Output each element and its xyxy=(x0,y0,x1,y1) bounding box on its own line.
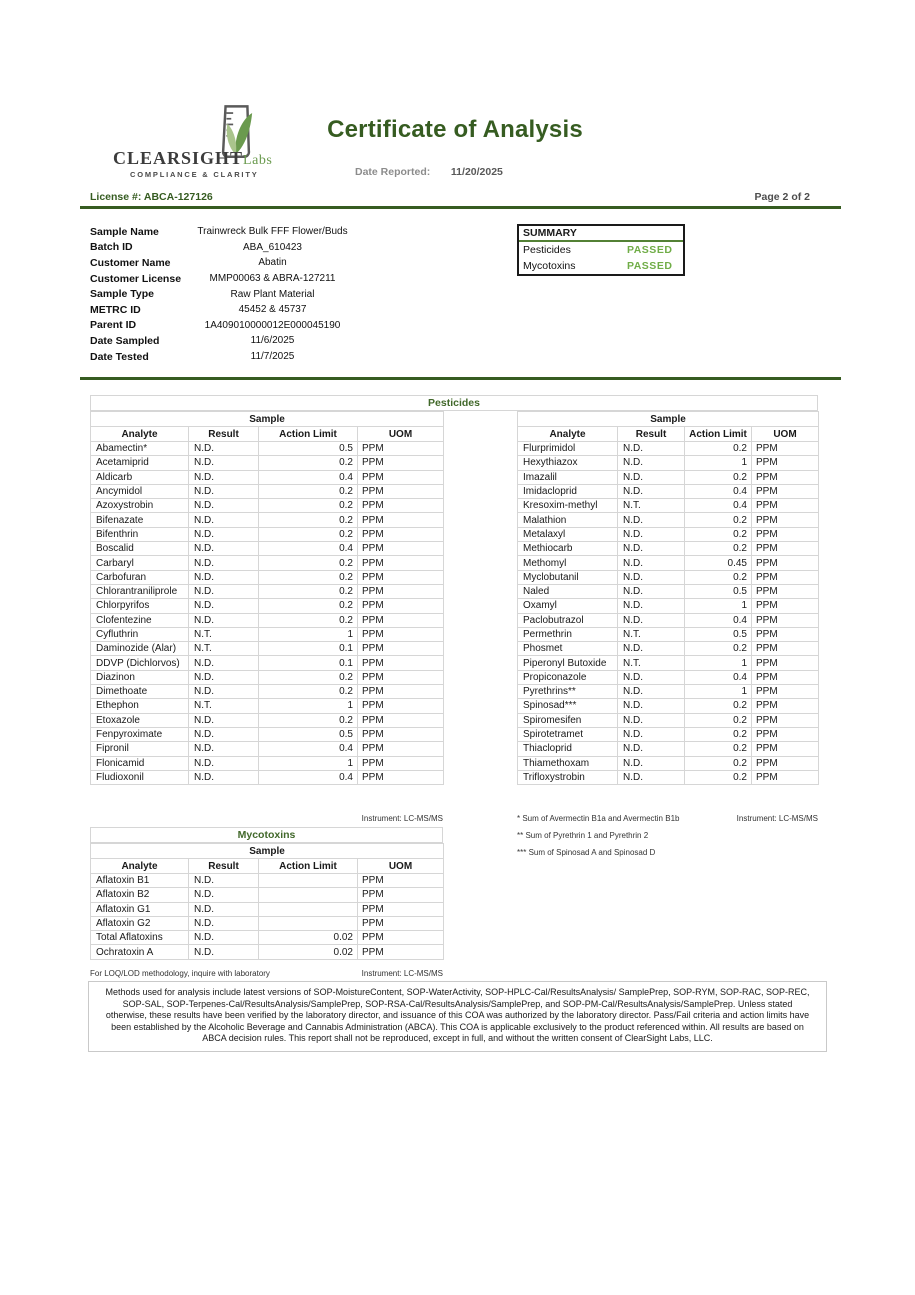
table-row: Bifenazate N.D. 0.2 PPM xyxy=(91,513,444,527)
table-row: Pyrethrins** N.D. 1 PPM xyxy=(518,685,819,699)
table-row: Trifloxystrobin N.D. 0.2 PPM xyxy=(518,770,819,784)
table-row: Aflatoxin B2 N.D. PPM xyxy=(91,888,444,902)
instrument-note-mycotoxins: Instrument: LC-MS/MS xyxy=(361,969,443,978)
header-divider xyxy=(80,206,841,209)
table-row: Malathion N.D. 0.2 PPM xyxy=(518,513,819,527)
table-row: Flonicamid N.D. 1 PPM xyxy=(91,756,444,770)
table-row: Carbofuran N.D. 0.2 PPM xyxy=(91,570,444,584)
table-row: Thiamethoxam N.D. 0.2 PPM xyxy=(518,756,819,770)
table-row: Spirotetramet N.D. 0.2 PPM xyxy=(518,727,819,741)
table-row: Fenpyroximate N.D. 0.5 PPM xyxy=(91,727,444,741)
table-row: Carbaryl N.D. 0.2 PPM xyxy=(91,556,444,570)
footnote-spinosad: *** Sum of Spinosad A and Spinosad D xyxy=(517,848,656,857)
page-number: Page 2 of 2 xyxy=(754,191,810,203)
table-row: Cyfluthrin N.T. 1 PPM xyxy=(91,627,444,641)
info-row-customer-license: Customer License MMP00063 & ABRA-127211 xyxy=(90,272,336,285)
table-row: Phosmet N.D. 0.2 PPM xyxy=(518,642,819,656)
sample-header: Sample xyxy=(91,844,444,859)
sample-info xyxy=(90,224,390,364)
license-number: License #: ABCA-127126 xyxy=(90,191,213,203)
summary-row-pesticides: Pesticides PASSED xyxy=(523,244,673,256)
column-header-row: Analyte Result Action Limit UOM xyxy=(91,427,444,442)
table-row: Azoxystrobin N.D. 0.2 PPM xyxy=(91,499,444,513)
table-row: Permethrin N.T. 0.5 PPM xyxy=(518,627,819,641)
table-row: Kresoxim-methyl N.T. 0.4 PPM xyxy=(518,499,819,513)
pesticides-section-title: Pesticides xyxy=(90,395,818,411)
table-row: Hexythiazox N.D. 1 PPM xyxy=(518,456,819,470)
table-row: Aflatoxin G2 N.D. PPM xyxy=(91,916,444,930)
table-row: Total Aflatoxins N.D. 0.02 PPM xyxy=(91,931,444,945)
table-row: Bifenthrin N.D. 0.2 PPM xyxy=(91,527,444,541)
section-divider xyxy=(80,377,841,380)
table-row: Daminozide (Alar) N.T. 0.1 PPM xyxy=(91,642,444,656)
table-row: Flurprimidol N.D. 0.2 PPM xyxy=(518,442,819,456)
table-row: Aflatoxin B1 N.D. PPM xyxy=(91,874,444,888)
date-reported-value: 11/20/2025 xyxy=(450,166,503,178)
table-row: Oxamyl N.D. 1 PPM xyxy=(518,599,819,613)
column-header-row: Analyte Result Action Limit UOM xyxy=(518,427,819,442)
pesticides-table-right xyxy=(517,411,819,785)
table-row: Fludioxonil N.D. 0.4 PPM xyxy=(91,770,444,784)
mycotoxins-table xyxy=(90,843,444,960)
date-reported-label: Date Reported: xyxy=(355,166,431,178)
date-reported xyxy=(355,166,503,178)
table-row: Propiconazole N.D. 0.4 PPM xyxy=(518,670,819,684)
table-row: Acetamiprid N.D. 0.2 PPM xyxy=(91,456,444,470)
footnote-pyrethrin: ** Sum of Pyrethrin 1 and Pyrethrin 2 xyxy=(517,831,649,840)
table-row: Imidacloprid N.D. 0.4 PPM xyxy=(518,484,819,498)
info-row-sample-name: Sample Name Trainwreck Bulk FFF Flower/Buds xyxy=(90,225,348,238)
sample-header: Sample xyxy=(518,412,819,427)
table-row: Spinosad*** N.D. 0.2 PPM xyxy=(518,699,819,713)
table-row: Imazalil N.D. 0.2 PPM xyxy=(518,470,819,484)
table-row: Metalaxyl N.D. 0.2 PPM xyxy=(518,527,819,541)
table-row: Paclobutrazol N.D. 0.4 PPM xyxy=(518,613,819,627)
summary-box xyxy=(517,224,685,276)
summary-title: SUMMARY xyxy=(519,226,683,242)
logo-wordmark: CLEARSIGHT xyxy=(113,148,244,168)
table-row: Ochratoxin A N.D. 0.02 PPM xyxy=(91,945,444,959)
info-row-batch-id: Batch ID ABA_610423 xyxy=(90,241,302,254)
status-badge: PASSED xyxy=(627,244,673,256)
table-row: Chlorantraniliprole N.D. 0.2 PPM xyxy=(91,584,444,598)
instrument-note-right: Instrument: LC-MS/MS xyxy=(736,814,818,823)
table-row: Ethephon N.T. 1 PPM xyxy=(91,699,444,713)
table-row: DDVP (Dichlorvos) N.D. 0.1 PPM xyxy=(91,656,444,670)
sample-header: Sample xyxy=(91,412,444,427)
table-row: Dimethoate N.D. 0.2 PPM xyxy=(91,685,444,699)
table-row: Methomyl N.D. 0.45 PPM xyxy=(518,556,819,570)
instrument-note-left: Instrument: LC-MS/MS xyxy=(361,814,443,823)
table-row: Aflatoxin G1 N.D. PPM xyxy=(91,902,444,916)
logo-tagline: COMPLIANCE & CLARITY xyxy=(130,170,259,179)
table-row: Aldicarb N.D. 0.4 PPM xyxy=(91,470,444,484)
clearsight-logo xyxy=(113,104,283,184)
loq-note: For LOQ/LOD methodology, inquire with laboratory xyxy=(90,969,270,978)
table-row: Myclobutanil N.D. 0.2 PPM xyxy=(518,570,819,584)
info-row-date-tested: Date Tested 11/7/2025 xyxy=(90,350,295,363)
info-row-date-sampled: Date Sampled 11/6/2025 xyxy=(90,334,295,347)
table-row: Abamectin* N.D. 0.5 PPM xyxy=(91,442,444,456)
table-row: Piperonyl Butoxide N.T. 1 PPM xyxy=(518,656,819,670)
info-row-parent-id: Parent ID 1A409010000012E000045190 xyxy=(90,319,341,332)
table-row: Thiacloprid N.D. 0.2 PPM xyxy=(518,742,819,756)
info-row-customer-name: Customer Name Abatin xyxy=(90,256,287,269)
table-row: Boscalid N.D. 0.4 PPM xyxy=(91,542,444,556)
license-row xyxy=(90,191,810,203)
methods-disclaimer: Methods used for analysis include latest versions of SOP-MoistureContent, SOP-WaterActivity, SOP-HPLC-Cal/ResultsAnalysis/ SamplePrep, SOP-RYM, SOP-RAC, SOP-REC, SOP-SAL, SOP-Terpenes-Cal/ResultsAnalysis/SamplePrep, SOP-RSA-Cal/ResultsAnalysis/SamplePrep, and SOP-PM-Cal/ResultsAnalysis/SamplePrep. Unless stated otherwise, these results have been verified by the laboratory director, and issuance of this COA was authorized by the laboratory director. Pass/Fail criteria and action limits have been established by the Alcoholic Beverage and Cannabis Administration (ABCA). This COA is applicable exclusively to the product referenced within. All results are based on ABCA decision rules. This report shall not be reproduced, except in full, and without the written consent of ClearSight Labs, LLC. xyxy=(88,981,827,1052)
table-row: Fipronil N.D. 0.4 PPM xyxy=(91,742,444,756)
column-header-row: Analyte Result Action Limit UOM xyxy=(91,859,444,874)
mycotoxins-section-title: Mycotoxins xyxy=(90,827,443,843)
table-row: Methiocarb N.D. 0.2 PPM xyxy=(518,542,819,556)
table-row: Chlorpyrifos N.D. 0.2 PPM xyxy=(91,599,444,613)
table-row: Diazinon N.D. 0.2 PPM xyxy=(91,670,444,684)
table-row: Etoxazole N.D. 0.2 PPM xyxy=(91,713,444,727)
table-row: Clofentezine N.D. 0.2 PPM xyxy=(91,613,444,627)
table-row: Ancymidol N.D. 0.2 PPM xyxy=(91,484,444,498)
logo-labs-text: Labs xyxy=(243,153,273,168)
info-row-metrc-id: METRC ID 45452 & 45737 xyxy=(90,303,307,316)
table-row: Naled N.D. 0.5 PPM xyxy=(518,584,819,598)
pesticides-table-left xyxy=(90,411,444,785)
table-row: Spiromesifen N.D. 0.2 PPM xyxy=(518,713,819,727)
footnote-avermectin: * Sum of Avermectin B1a and Avermectin B1b xyxy=(517,814,680,823)
page-title: Certificate of Analysis xyxy=(327,116,583,143)
info-row-sample-type: Sample Type Raw Plant Material xyxy=(90,288,315,301)
status-badge: PASSED xyxy=(627,260,673,272)
summary-row-mycotoxins: Mycotoxins PASSED xyxy=(523,260,673,272)
